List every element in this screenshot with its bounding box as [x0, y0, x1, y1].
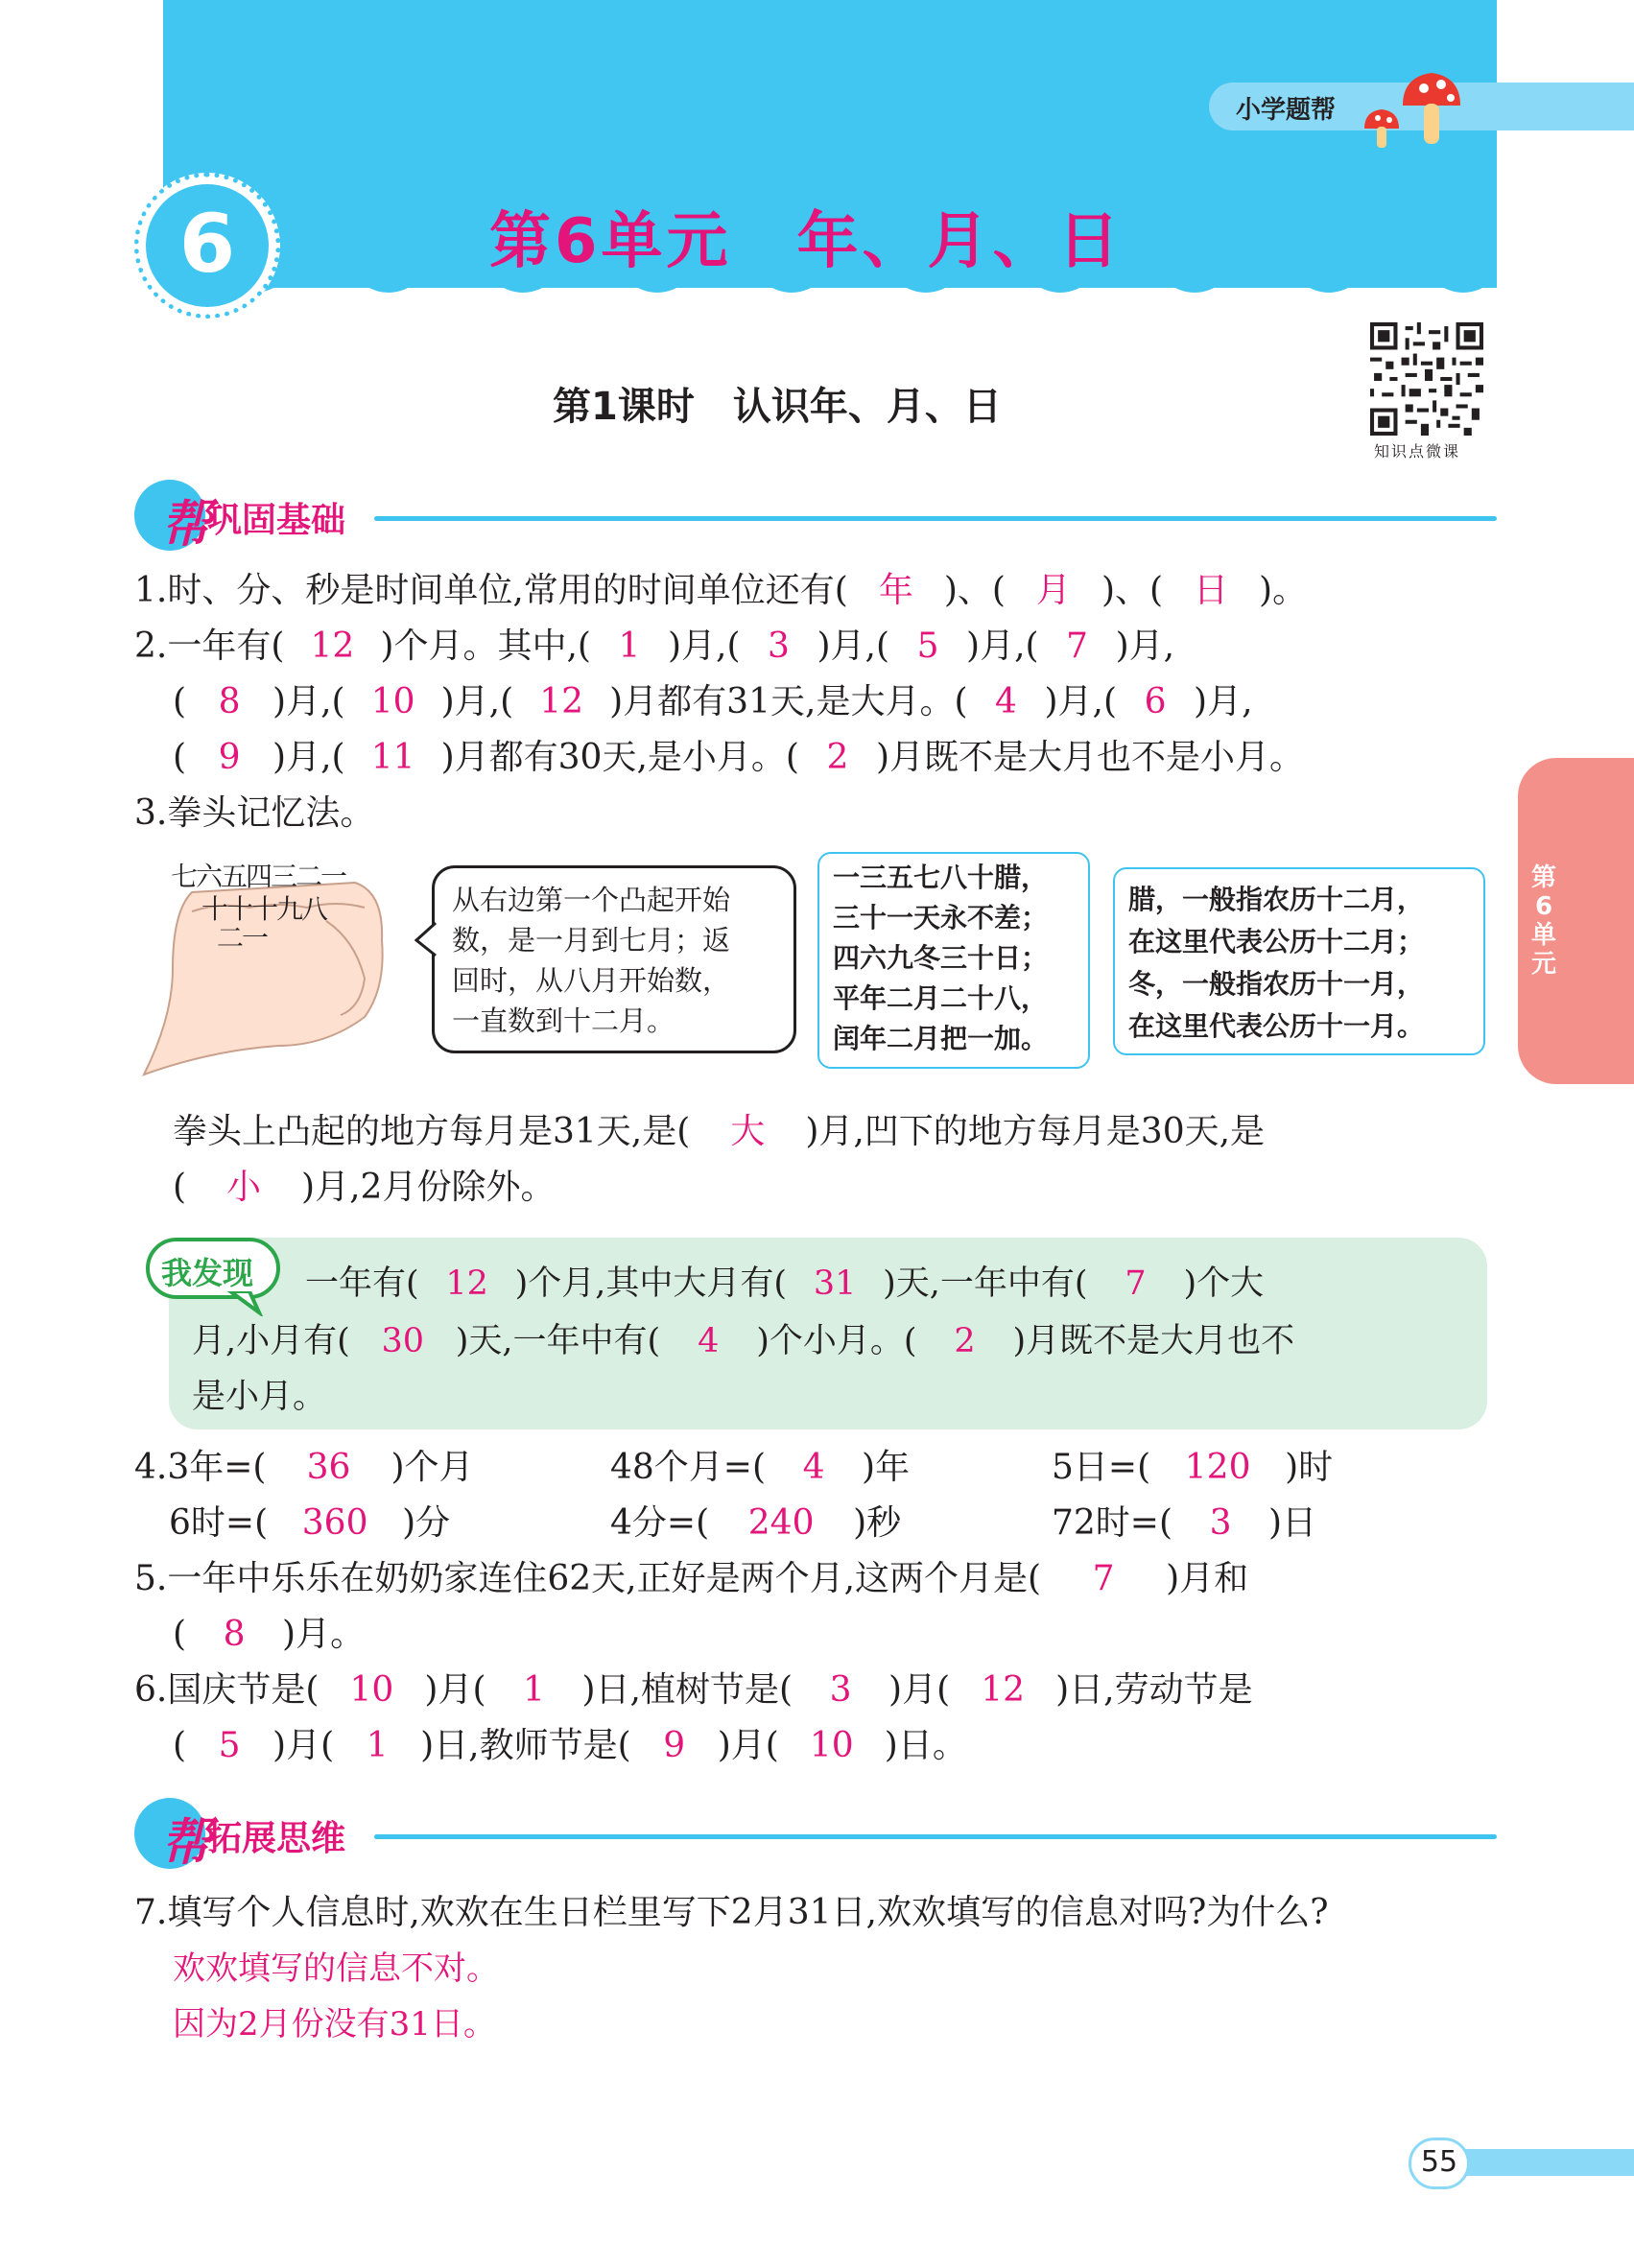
q4-answer: 36: [306, 1448, 351, 1487]
question-3-sentence-2: ( 小 )月,2月份除外。: [173, 1161, 555, 1215]
q4-answer: 4: [802, 1448, 825, 1487]
question-3-sentence-1: 拳头上凸起的地方每月是31天,是( 大 )月,凹下的地方每月是30天,是: [173, 1105, 1265, 1159]
rhyme-line: 闰年二月把一加。: [833, 1023, 1049, 1054]
rhyme-line: 一三五七八十腊，: [833, 862, 1049, 893]
section-divider: [374, 1834, 1497, 1839]
q6-answer: 10: [809, 1726, 854, 1765]
q6-answer: 10: [349, 1670, 394, 1710]
q4-answer: 120: [1184, 1448, 1251, 1487]
q2-answer: 5: [916, 626, 939, 666]
section-title: 巩固基础: [207, 501, 346, 540]
q5-answer: 7: [1092, 1559, 1115, 1598]
section-heading-extension: [134, 1798, 1497, 1872]
unit-number: 6: [178, 197, 236, 291]
q4-answer: 3: [1209, 1503, 1232, 1543]
question-6-line-2: ( 5 )月( 1 )日,教师节是( 9 )月( 10 )日。: [173, 1719, 967, 1773]
question-7: 7.填写个人信息时,欢欢在生日栏里写下2月31日,欢欢填写的信息对吗?为什么?: [134, 1893, 1329, 1932]
discover-answer: 30: [381, 1322, 425, 1360]
speech-bubble: [432, 865, 796, 1053]
q2-answer: 3: [768, 626, 790, 666]
q2-answer: 6: [1144, 682, 1167, 721]
side-tab-label: 第6单元: [1530, 863, 1556, 979]
rhyme-box: [817, 852, 1090, 1069]
q2-answer: 11: [370, 738, 415, 777]
section-title: 拓展思维: [207, 1819, 346, 1858]
q6-answer: 1: [523, 1670, 545, 1710]
q4-answer: 360: [301, 1503, 368, 1543]
note-line: 在这里代表公历十一月。: [1128, 1010, 1425, 1042]
question-1: 1.时、分、秒是时间单位,常用的时间单位还有( 年 )、( 月 )、( 日 )。: [134, 564, 1307, 618]
page-number: 55: [1420, 2145, 1458, 2179]
question-5-line-1: 5.一年中乐乐在奶奶家连住62天,正好是两个月,这两个月是( 7 )月和: [134, 1552, 1248, 1606]
q7-answer-2: 因为2月份没有31日。: [173, 2005, 496, 2044]
unit-title: 第6单元 年、月、日: [489, 206, 1124, 277]
qr-caption: 知识点微课: [1374, 442, 1461, 461]
fist-label-top: 七六五四三二一: [171, 861, 346, 892]
q1-text: 1.时、分、秒是时间单位,常用的时间单位还有(: [134, 571, 848, 610]
q2-answer: 12: [310, 626, 355, 666]
q2-answer: 12: [539, 682, 584, 721]
discover-line-3: 是小月。: [192, 1378, 327, 1416]
note-line: 冬，一般指农历十一月，: [1128, 968, 1425, 1000]
q3-answer-small: 小: [226, 1168, 262, 1207]
q5-answer: 8: [223, 1615, 246, 1654]
lesson-title: 第1课时 认识年、月、日: [553, 385, 1002, 429]
note-line: 腊，一般指农历十二月，: [1128, 884, 1425, 915]
question-6-line-1: 6.国庆节是( 10 )月( 1 )日,植树节是( 3 )月( 12 )日,劳动节是: [134, 1664, 1253, 1717]
q6-answer: 12: [981, 1670, 1026, 1710]
q3-answer-big: 大: [730, 1112, 766, 1151]
speech-line: 数，是一月到七月；返: [452, 924, 731, 957]
q2-answer: 1: [618, 626, 641, 666]
discover-answer: 2: [954, 1322, 976, 1360]
qr-code-icon[interactable]: [1370, 322, 1483, 436]
q2-answer: 8: [218, 682, 241, 721]
q6-answer: 3: [829, 1670, 852, 1710]
q2-answer: 4: [995, 682, 1017, 721]
q1-answer-2: 月: [1035, 571, 1071, 610]
section-badge-char: 帮: [161, 1814, 212, 1872]
rhyme-line: 四六九冬三十日；: [833, 942, 1049, 974]
brand-tag-label: 小学题帮: [1236, 96, 1337, 125]
question-2-line-1: 2.一年有( 12 )个月。其中,( 1 )月,( 3 )月,( 5 )月,( 7 )月,: [134, 620, 1174, 673]
discover-answer: 31: [813, 1264, 857, 1303]
section-divider: [374, 516, 1497, 521]
q6-answer: 9: [663, 1726, 686, 1765]
speech-line: 从右边第一个凸起开始: [452, 884, 731, 916]
fist-label-bottom: 十十十九八: [201, 893, 327, 925]
speech-pointer: [414, 921, 438, 959]
mushroom-icon: [1361, 58, 1466, 149]
q1-answer-3: 日: [1194, 571, 1229, 610]
question-2-line-3: ( 9 )月,( 11 )月都有30天,是小月。( 2 )月既不是大月也不是小月。: [173, 731, 1304, 785]
rhyme-line: 平年二月二十八，: [833, 982, 1049, 1014]
question-5-line-2: ( 8 )月。: [173, 1608, 365, 1662]
note-line: 在这里代表公历十二月；: [1128, 926, 1425, 957]
question-2-line-2: ( 8 )月,( 10 )月,( 12 )月都有31天,是大月。( 4 )月,( 6 )月,: [173, 675, 1253, 729]
rhyme-line: 三十一天永不差；: [833, 902, 1049, 933]
q2-answer: 10: [370, 682, 415, 721]
speech-line: 回时，从八月开始数，: [452, 964, 731, 997]
q2-answer: 7: [1066, 626, 1089, 666]
q7-answer-1: 欢欢填写的信息不对。: [173, 1949, 499, 1988]
discover-tag-label: 我发现: [161, 1255, 254, 1291]
discover-line-1: 一年有( 12 )个月,其中大月有( 31 )天,一年中有( 7 )个大: [305, 1257, 1264, 1311]
discover-answer: 7: [1125, 1264, 1147, 1303]
fist-label-bottom-2: 二一: [217, 922, 268, 954]
discover-line-2: 月,小月有( 30 )天,一年中有( 4 )个小月。( 2 )月既不是大月也不: [192, 1314, 1294, 1368]
q2-answer: 2: [826, 738, 849, 777]
speech-line: 一直数到十二月。: [452, 1004, 675, 1037]
discover-answer: 12: [445, 1264, 488, 1303]
section-badge-char: 帮: [161, 496, 212, 554]
q2-answer: 9: [218, 738, 241, 777]
discover-answer: 4: [698, 1322, 720, 1360]
note-box: [1113, 867, 1485, 1055]
discover-tag-tail: [226, 1291, 265, 1316]
q1-answer-1: 年: [878, 571, 913, 610]
q6-answer: 5: [218, 1726, 241, 1765]
question-3-title: 3.拳头记忆法。: [134, 793, 375, 833]
q4-answer: 240: [747, 1503, 815, 1543]
q6-answer: 1: [366, 1726, 389, 1765]
section-heading-basics: [134, 480, 1497, 554]
